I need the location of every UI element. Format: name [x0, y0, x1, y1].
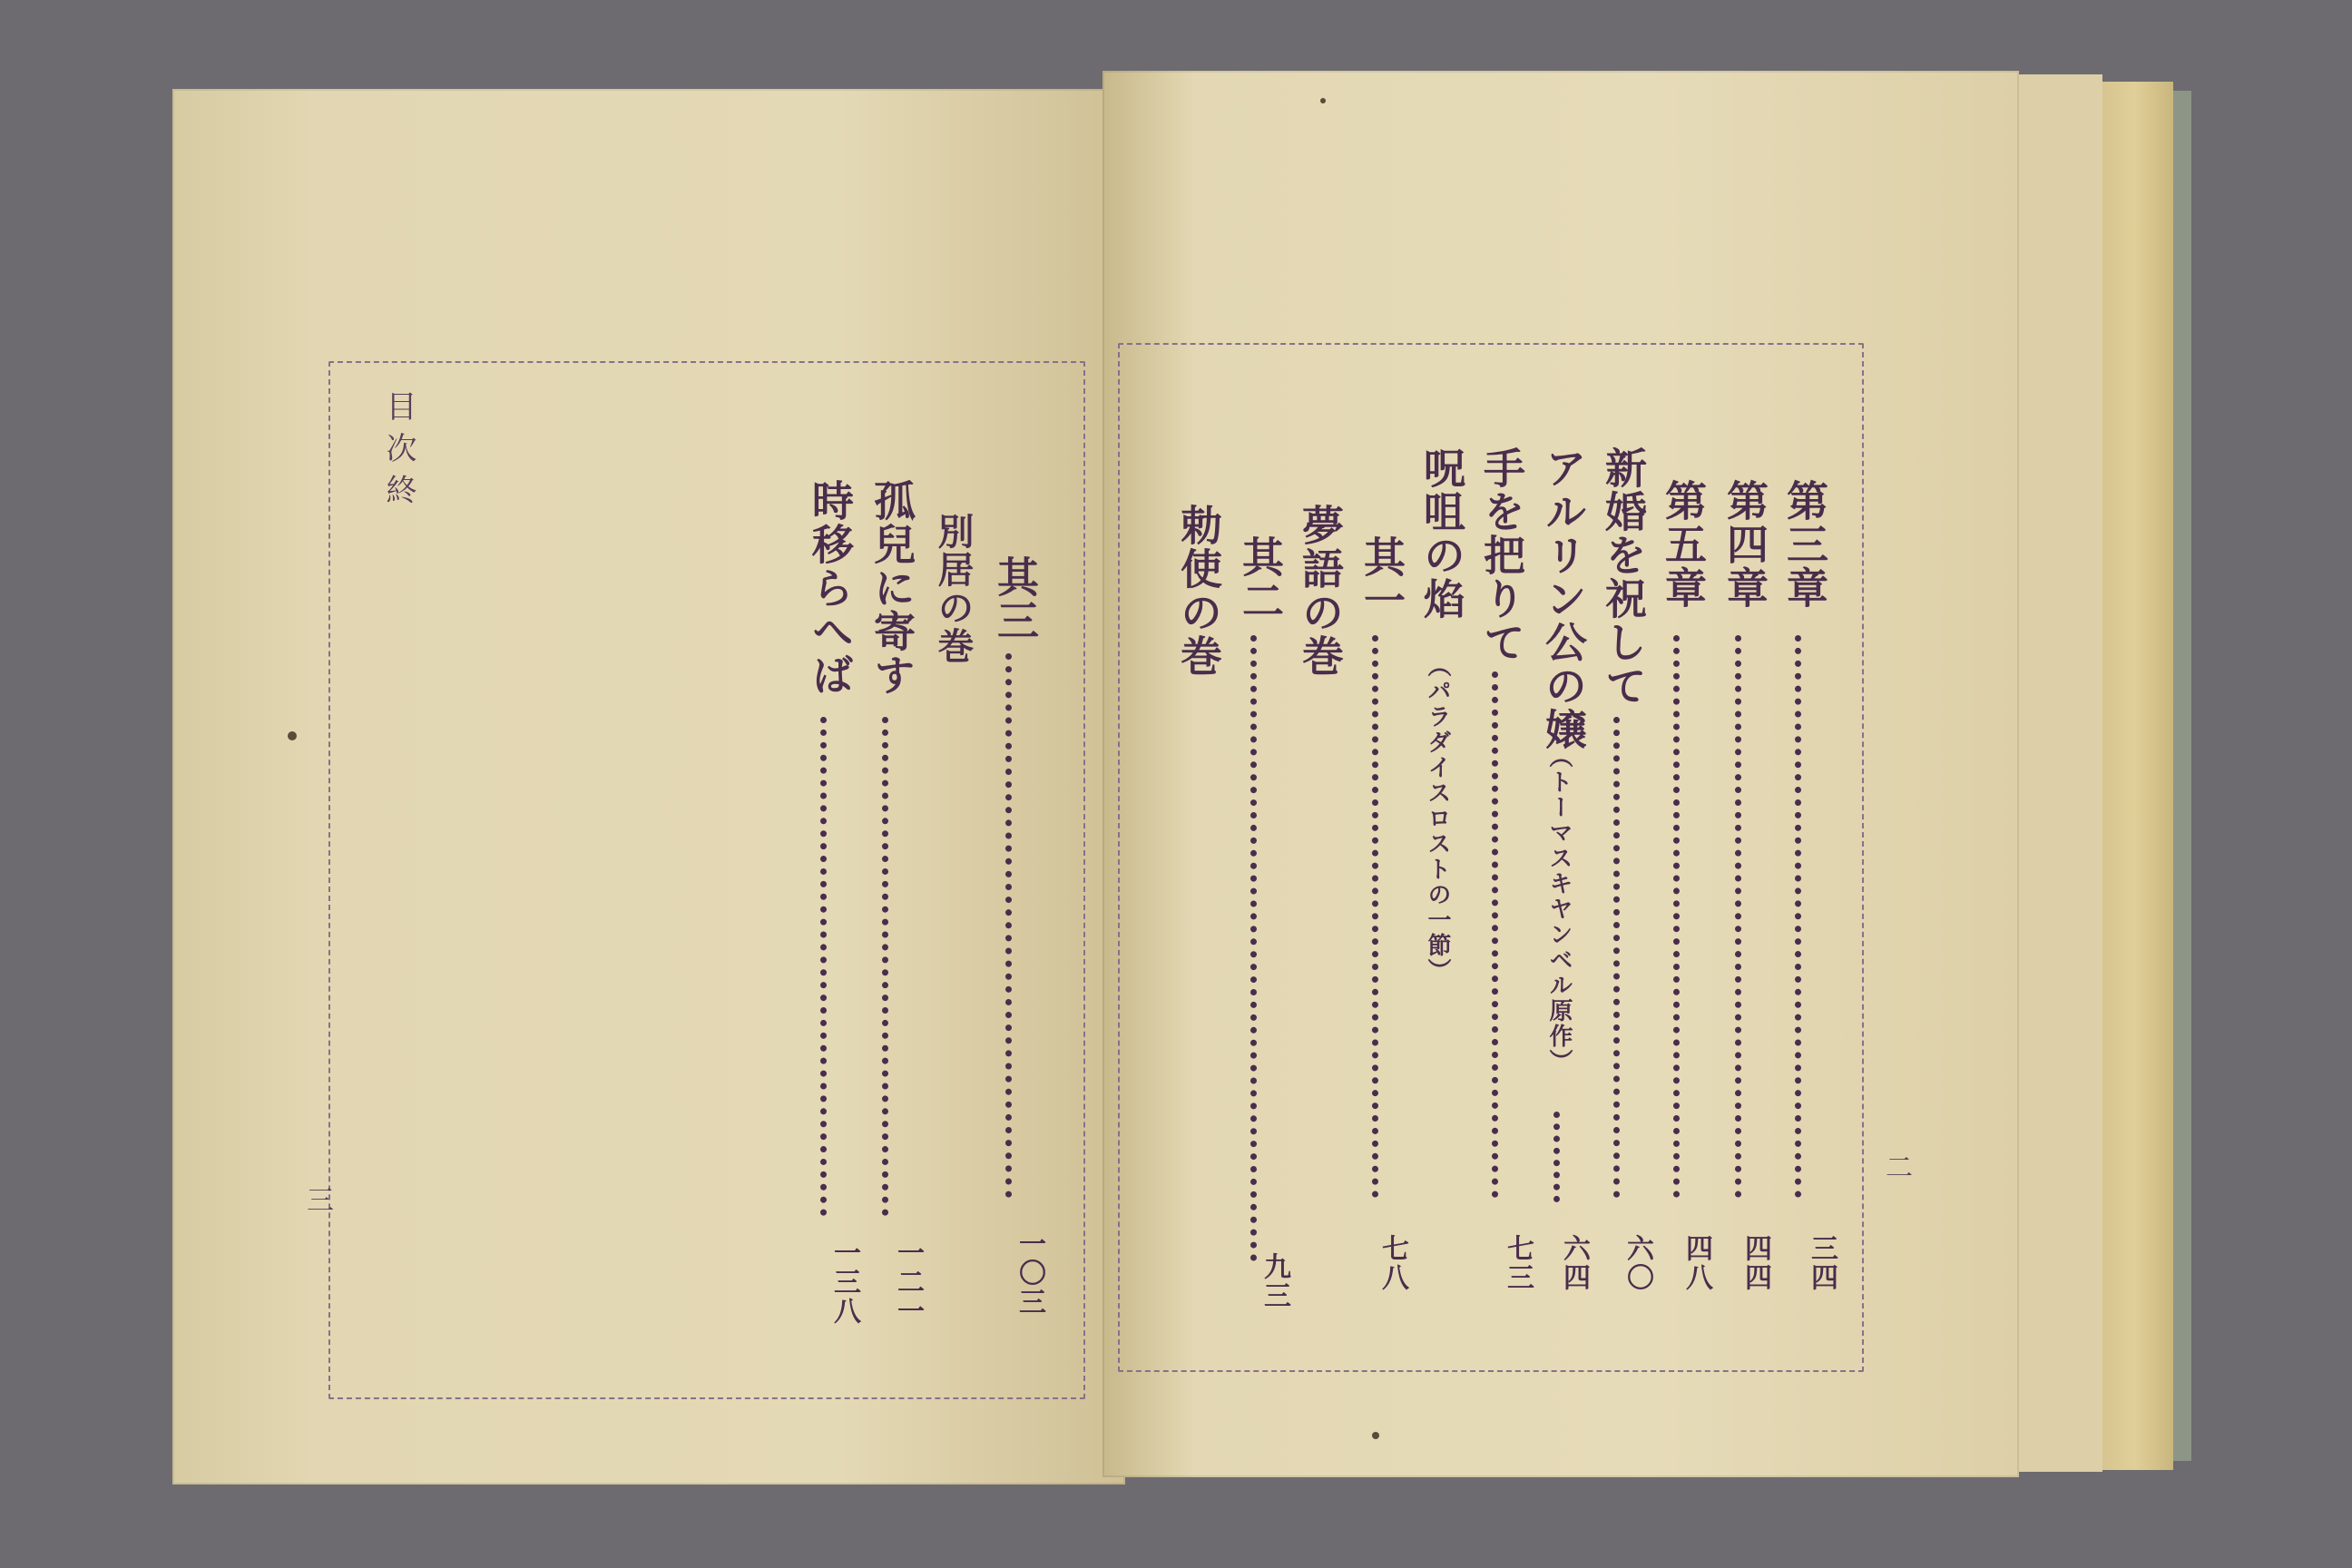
- toc-entry-title: アルリン公の嬢: [1539, 446, 1588, 751]
- leader-dots: [1613, 717, 1620, 1198]
- toc-entry-note: （トーマスキヤンベル原作）: [1545, 744, 1573, 1074]
- toc-entry-title: 第五章: [1659, 479, 1708, 610]
- toc-entry-title: 夢語の巻: [1296, 504, 1345, 678]
- page-number: 三: [307, 1185, 334, 1217]
- leader-dots: [1735, 635, 1741, 1198]
- toc-entry-title: 孤兒に寄す: [867, 479, 916, 697]
- toc-entry-title: 第三章: [1780, 479, 1829, 610]
- toc-entry-title: 新婚を祝して: [1599, 446, 1648, 708]
- leader-dots: [1492, 671, 1498, 1198]
- toc-entry-page: 四八: [1681, 1234, 1712, 1292]
- toc-entry-title: 其一: [1357, 535, 1406, 622]
- toc-entry-page: 一三八: [828, 1239, 860, 1326]
- toc-entry-title: 呪咀の焰: [1417, 446, 1466, 621]
- leader-dots: [1673, 635, 1680, 1198]
- toc-entry-title: 其三: [991, 555, 1040, 642]
- toc-entry-page: 九三: [1259, 1252, 1290, 1310]
- toc-entry-page: 一〇三: [1014, 1230, 1045, 1317]
- leader-dots: [1250, 635, 1257, 1261]
- toc-entry-title: 手を把りて: [1477, 446, 1526, 664]
- toc-entry-title: 勅使の巻: [1174, 504, 1223, 678]
- toc-entry-page: 三四: [1806, 1234, 1838, 1292]
- leader-dots: [1005, 653, 1012, 1198]
- page-stack-edge: [2096, 82, 2173, 1470]
- toc-end-mark: 目次終: [380, 390, 416, 515]
- toc-entry-page: 六〇: [1622, 1234, 1653, 1292]
- page-fore-edge: [2010, 74, 2102, 1472]
- leader-dots: [1372, 635, 1378, 1198]
- leader-dots: [1795, 635, 1801, 1198]
- leader-dots: [882, 717, 888, 1216]
- paper-spot: [1372, 1432, 1379, 1439]
- toc-entry-page: 一二一: [892, 1239, 924, 1326]
- toc-entry-title: 第四章: [1720, 479, 1769, 610]
- toc-entry-note: （パラダイスロストの一節）: [1424, 653, 1451, 984]
- toc-entry-title: 其二: [1236, 535, 1285, 622]
- toc-entry-page: 七三: [1502, 1234, 1534, 1292]
- page-number: 二: [1886, 1152, 1913, 1184]
- toc-entry-title: 時移らへば: [806, 479, 855, 697]
- leader-dots: [820, 717, 827, 1216]
- toc-entry-page: 七八: [1377, 1234, 1408, 1292]
- toc-entry-title: 別居の巻: [932, 513, 975, 665]
- toc-entry-page: 六四: [1558, 1234, 1590, 1292]
- paper-spot: [1320, 98, 1326, 103]
- toc-entry-page: 四四: [1740, 1234, 1771, 1292]
- leader-dots: [1553, 1112, 1560, 1202]
- paper-spot: [288, 731, 297, 740]
